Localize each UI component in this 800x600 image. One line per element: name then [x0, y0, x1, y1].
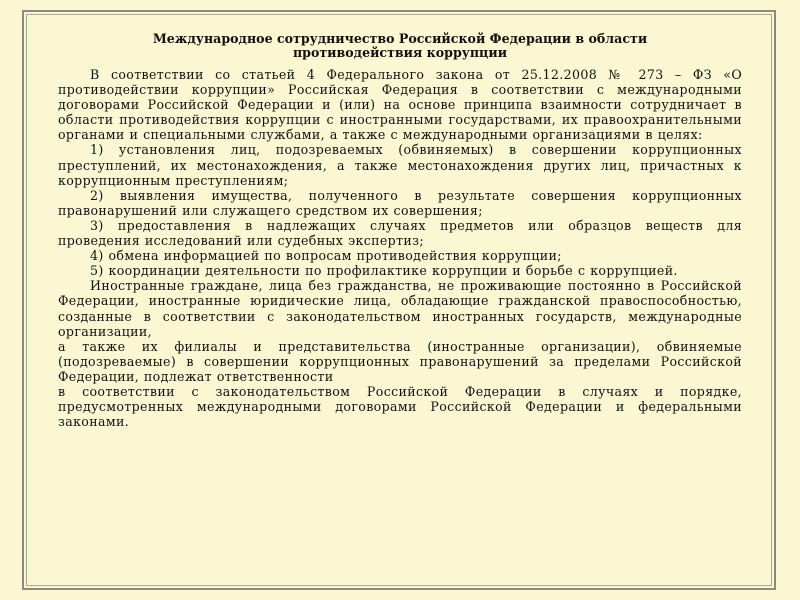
- slide-title: [58, 32, 742, 60]
- list-item-1: 1) установления лиц, подозреваемых (обвиняемых) в совершении коррупционных преступлений, их местонахождения, а также местонахождения других лиц, причастных к коррупционным преступлениям;: [58, 142, 742, 188]
- list-item-4: 4) обмена информацией по вопросам противодействия коррупции;: [90, 248, 562, 264]
- list-item-5: 5) координации деятельности по профилактике коррупции и борьбе с коррупцией.: [90, 263, 678, 279]
- paragraph-liability: в соответствии с законодательством Российской Федерации в случаях и порядке, предусмотренных международными договорами Российской Федерации и федеральными законами.: [58, 383, 742, 430]
- title-line-1: Международное сотрудничество Российской Федерации в области: [152, 31, 648, 46]
- slide-body: [58, 67, 742, 429]
- title-line-2: противодействия коррупции: [292, 45, 508, 60]
- paragraph-branches: а также их филиалы и представительства (иностранные организации), обвиняемые (подозреваемые) в совершении коррупционных правонарушений за пределами Российской Федерации, подлежат ответственности: [58, 338, 742, 384]
- list-item-2: 2) выявления имущества, полученного в результате совершения коррупционных правонарушений или служащего средством их совершения;: [58, 187, 742, 218]
- paragraph-intro: В соответствии со статьей 4 Федерального закона от 25.12.2008 № 273 – ФЗ «О противодействии коррупции» Российская Федерация в соответствии с международными договорами Российской Федерации и (или) на основе принципа взаимности сотрудничает в области противодействия коррупции с иностранными государствами, их правоохранительными органами и специальными службами, а также с международными организациями в целях:: [58, 67, 742, 143]
- list-item-3: 3) предоставления в надлежащих случаях предметов или образцов веществ для проведения исследований или судебных экспертиз;: [58, 217, 742, 249]
- paragraph-foreign-persons: Иностранные граждане, лица без гражданства, не проживающие постоянно в Российской Федерации, иностранные юридические лица, обладающие гражданской правоспособностью, созданные в соответствии с законодательством иностранных государств, международные организации,: [58, 278, 742, 339]
- slide-content: [58, 32, 742, 429]
